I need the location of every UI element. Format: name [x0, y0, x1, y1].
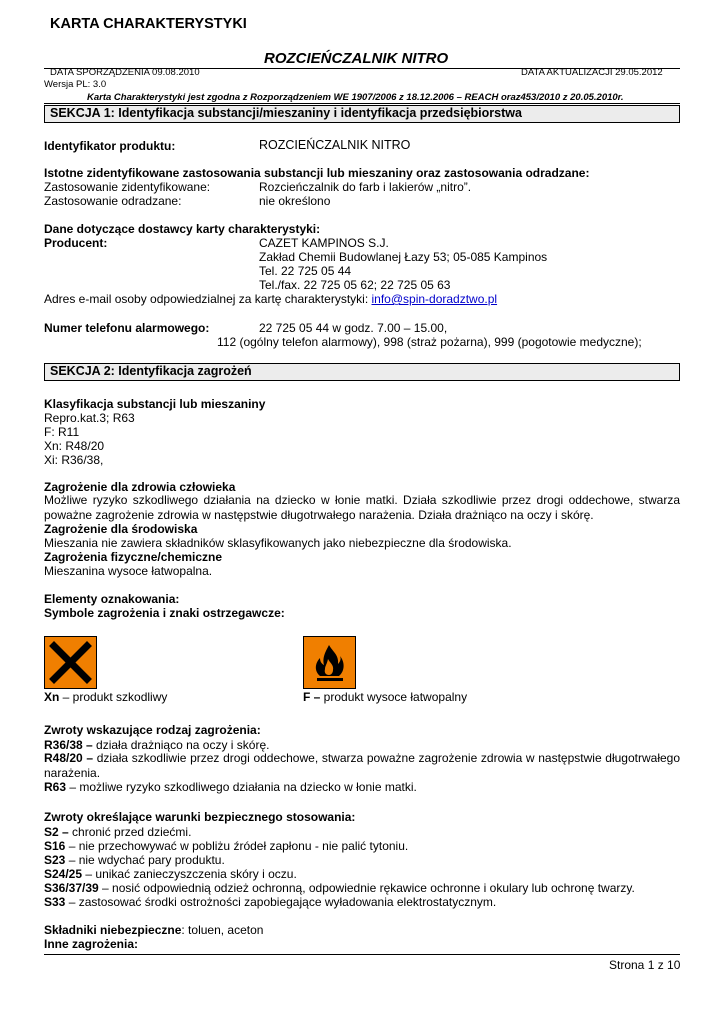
version-label: Wersja PL: 3.0 [44, 79, 107, 90]
section1-heading: SEKCJA 1: Identyfikacja substancji/mieszaniny i identyfikacja przedsiębiorstwa [50, 106, 522, 120]
s-phrase [44, 895, 496, 909]
emergency-numbers: 112 (ogólny telefon alarmowy), 998 (straż pożarna), 999 (pogotowie medyczne); [217, 335, 642, 349]
section2-heading-box [44, 363, 680, 381]
health-heading: Zagrożenie dla zdrowia człowieka [44, 480, 236, 494]
classification-line: F: R11 [44, 425, 80, 439]
product-title: ROZCIEŃCZALNIK NITRO [264, 50, 449, 67]
r-phrase-code: R36/38 – [44, 738, 93, 752]
other-hazards-heading: Inne zagrożenia: [44, 937, 139, 951]
advised-against-value: nie określono [259, 194, 331, 208]
xn-description: – produkt szkodliwy [59, 690, 168, 704]
producer-phone: Tel. 22 725 05 44 [259, 264, 352, 278]
f-description: produkt wysoce łatwopalny [320, 690, 468, 704]
labeling-heading: Elementy oznakowania: [44, 592, 180, 606]
s-phrase-code: S24/25 [44, 867, 83, 881]
updated-date: DATA AKTUALIZACJI 29.05.2012 [521, 67, 663, 78]
r-phrase-code: R48/20 – [44, 751, 94, 765]
f-caption [303, 690, 467, 704]
document-title: KARTA CHARAKTERYSTYKI [50, 16, 247, 32]
advised-against-label: Zastosowanie odradzane: [44, 194, 182, 208]
emergency-label: Numer telefonu alarmowego: [44, 321, 210, 335]
r-phrase [44, 751, 680, 781]
classification-heading: Klasyfikacja substancji lub mieszaniny [44, 397, 266, 411]
page-number: Strona 1 z 10 [609, 958, 681, 972]
classification-line: Repro.kat.3; R63 [44, 411, 135, 425]
emergency-hours: 22 725 05 44 w godz. 7.00 – 15.00, [259, 321, 448, 335]
producer-address: Zakład Chemii Budowlanej Łazy 53; 05-085 Kampinos [259, 250, 548, 264]
flame-icon [304, 637, 355, 688]
cross-icon [45, 637, 96, 688]
producer-label: Producent: [44, 236, 108, 250]
uses-heading: Istotne zidentyfikowane zastosowania substancji lub mieszaniny oraz zastosowania odradzane: [44, 166, 590, 180]
producer-name: CAZET KAMPINOS S.J. [259, 236, 389, 250]
s-phrase [44, 825, 191, 839]
xn-code: Xn [44, 690, 60, 704]
s-phrase-code: S36/37/39 [44, 881, 99, 895]
s-phrase [44, 867, 297, 881]
s-phrase [44, 881, 635, 895]
s-phrase [44, 853, 225, 867]
section1-heading-box [44, 105, 680, 123]
r-phrase-text: działa drażniąco na oczy i skórę. [92, 738, 270, 752]
s-phrase-code: S23 [44, 853, 66, 867]
hazardous-value: : toluen, aceton [181, 923, 264, 937]
identified-use-label: Zastosowanie zidentyfikowane: [44, 180, 211, 194]
regulation-divider [44, 103, 680, 104]
r-phrase-text: działa szkodliwie przez drogi oddechowe, stwarza poważne zagrożenie zdrowia w następstwie długotrwałego narażenia. [44, 751, 681, 780]
s-phrase-code: S33 [44, 895, 66, 909]
producer-fax: Tel./fax. 22 725 05 62; 22 725 05 63 [259, 278, 451, 292]
s-phrase-text: – nie przechowywać w pobliżu źródeł zapłonu - nie palić tytoniu. [65, 839, 409, 853]
email-label: Adres e-mail osoby odpowiedzialnej za kartę charakterystyki: [44, 292, 372, 306]
s-phrase [44, 839, 408, 853]
s-phrase-text: chronić przed dziećmi. [68, 825, 192, 839]
r-phrase [44, 780, 417, 794]
environment-heading: Zagrożenie dla środowiska [44, 522, 198, 536]
hazardous-label: Składniki niebezpieczne [44, 923, 182, 937]
symbols-heading: Symbole zagrożenia i znaki ostrzegawcze: [44, 606, 285, 620]
regulation-note: Karta Charakterystyki jest zgodna z Rozporządzeniem WE 1907/2006 z 18.12.2006 – REACH oraz453/2010 z 20.05.2010r. [87, 92, 624, 103]
prepared-date: DATA SPORZĄDZENIA 09.08.2010 [50, 67, 200, 78]
s-phrase-code: S2 – [44, 825, 69, 839]
product-id-value: ROZCIEŃCZALNIK NITRO [259, 138, 411, 152]
physical-text: Mieszanina wysoce łatwopalna. [44, 564, 213, 578]
s-phrase-text: – unikać zanieczyszczenia skóry i oczu. [82, 867, 297, 881]
flammable-f-symbol [303, 636, 356, 689]
s-phrase-text: – zastosować środki ostrożności zapobiegające wyładowania elektrostatycznym. [65, 895, 497, 909]
classification-line: Xn: R48/20 [44, 439, 105, 453]
classification-line: Xi: R36/38, [44, 453, 104, 467]
s-phrase-code: S16 [44, 839, 66, 853]
r-phrase-code: R63 [44, 780, 67, 794]
f-code: F – [303, 690, 321, 704]
hazardous-components [44, 923, 263, 937]
s-phrases-heading: Zwroty określające warunki bezpiecznego stosowania: [44, 810, 356, 824]
s-phrase-text: – nosić odpowiednią odzież ochronną, odpowiednie rękawice ochronne i okulary lub ochronę twarzy. [98, 881, 635, 895]
email-link[interactable]: info@spin-doradztwo.pl [371, 292, 498, 306]
r-phrase-text: – możliwe ryzyko szkodliwego działania na dziecko w łonie matki. [66, 780, 417, 794]
email-line [44, 292, 497, 306]
xn-caption [44, 690, 167, 704]
s-phrase-text: – nie wdychać pary produktu. [65, 853, 225, 867]
harmful-xn-symbol [44, 636, 97, 689]
r-phrase [44, 738, 269, 752]
section2-heading: SEKCJA 2: Identyfikacja zagrożeń [50, 364, 252, 378]
health-text: Możliwe ryzyko szkodliwego działania na dziecko w łonie matki. Działa szkodliwie przez drogi oddechowe, stwarza poważne zagrożenie zdrowia w następstwie długotrwałego narażenia. Działa drażniąco na oczy i skórę. [44, 493, 680, 522]
supplier-heading: Dane dotyczące dostawcy karty charakterystyki: [44, 222, 321, 236]
footer-divider [44, 954, 680, 955]
r-phrases-heading: Zwroty wskazujące rodzaj zagrożenia: [44, 723, 261, 737]
physical-heading: Zagrożenia fizyczne/chemiczne [44, 550, 223, 564]
product-id-label: Identyfikator produktu: [44, 139, 176, 153]
identified-use-value: Rozcieńczalnik do farb i lakierów „nitro”. [259, 180, 472, 194]
environment-text: Mieszania nie zawiera składników sklasyfikowanych jako niebezpieczne dla środowiska. [44, 536, 512, 550]
